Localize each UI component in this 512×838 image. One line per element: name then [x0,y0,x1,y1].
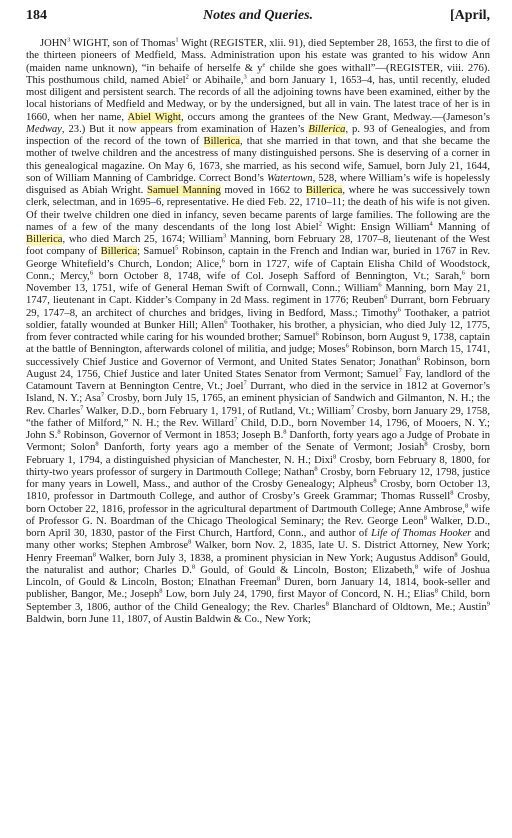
generation-superscript: 6 [89,269,94,277]
text-run: , p. 93 of Genealogies, and from inspection of the record of the town of [26,123,490,147]
generation-superscript: 6 [315,330,319,338]
generation-superscript: 6 [224,318,228,326]
text-run: Low, born July 24, 1790, first Mayor of Concord, N. H.; Elias [162,589,435,601]
generation-superscript: 7 [101,391,105,399]
text-run: , where he was successively town clerk, selectman, and in 1695–6, representative. He died Feb. 22, 1710–11; the death of his wife is not given. Of their twelve children one died in infancy, seven became parents of large families. The following are the names of a few of the many descendants of the long lost Abiel [26,185,490,233]
generation-superscript: 3 [222,232,227,240]
text-run: Blanchard of Oldtown, Me.; Austin [328,601,487,613]
generation-superscript: 3 [243,73,247,81]
text-run: Danforth, forty years ago a Judge of Probate in Vermont; Solon [26,430,490,454]
generation-superscript: 8 [373,477,377,485]
text-run: Life of Thomas Hooker [371,528,472,539]
highlighted-text: Billerica [308,123,346,135]
generation-superscript: 8 [414,563,419,571]
generation-superscript: 8 [332,452,337,460]
highlighted-text: Samuel Manning [147,185,221,196]
generation-superscript: 8 [276,575,281,583]
generation-superscript: 8 [95,440,99,448]
text-run: Durrant, born February 29, 1747–8, an architect of churches and bridges, living in Bedford, Mass.; Timothy [26,295,490,319]
page-number: 184 [26,8,47,23]
text-run: Durrant, who died in the service in 1812 at Governor’s Island, N. Y.; Asa [26,381,490,405]
article-paragraph [26,38,490,626]
generation-superscript: 3 [67,36,71,44]
generation-superscript: e [262,60,266,68]
highlighted-text: Abiel Wight [127,111,181,123]
generation-superscript: 8 [283,428,287,436]
text-run: moved in 1662 to [220,185,306,196]
generation-superscript: 7 [233,416,238,424]
generation-superscript: 8 [159,587,163,595]
text-run: Wight (REGISTER, xlii. 91), died September 28, 1653, the first to die of the thirteen pioneers of Medfield, Mass. Administration upon his estate was granted to his widow Ann (maiden name unknown), “in behaife of herselfe & y [26,38,491,74]
text-run: , occurs among the grantees of the New Grant, Medway.—(Jameson’s [180,111,490,123]
text-run: Crosby, born October 13, 1810, professor in Dartmouth College, and author of Crosby’s Greek Grammar; Thomas Russell [26,479,490,503]
text-run: Crosby, born October 22, 1816, professor in the agricultural department of Dartmouth College; Anne Ambrose, [26,491,491,515]
text-run: Child, D.D., born November 14, 1796, of Mooers, N. Y.; John S. [26,417,490,441]
running-header [26,8,490,30]
text-run: Toothaker, a patriot soldier, fatally wounded at Bunker Hill; Allen [26,307,490,331]
generation-superscript: 8 [92,550,97,558]
text-run: Medway [26,123,62,135]
generation-superscript: 6 [384,293,388,301]
generation-superscript: 8 [314,465,318,473]
generation-superscript: 8 [423,514,427,522]
generation-superscript: 9 [486,599,490,607]
text-run: Toothaker, his brother, a physician, who died July 12, 1775, from fever contracted while caring for his wounded brother; Samuel [26,319,490,343]
text-run: WIGHT, son of Thomas [70,38,176,49]
text-run: Crosby, born July 15, 1765, an eminent physician of Sandwich and Gilmanton, N. H.; the Rev. Charles [26,393,490,417]
text-run: Wight: Ensign William [321,221,430,233]
text-run: Child, born September 3, 1806, author of the Child Genealogy; the Rev. Charles [26,589,490,613]
generation-superscript: 2 [318,220,322,228]
generation-superscript: 7 [398,367,402,375]
generation-superscript: 8 [450,489,454,497]
generation-superscript: 8 [454,550,458,558]
text-run: Walker, born July 3, 1838, a prominent physician in New York; Augustus Addison [96,552,455,564]
text-run: Fay, landlord of the Catamount Tavern at Bennington Centre, Vt.; Joel [26,368,490,392]
generation-superscript: 7 [80,403,84,411]
generation-superscript: 8 [191,563,196,571]
text-run: Robinson, born March 15, 1741, successively Chief Justice and Governor of Vermont, and United States Senator; Jonathan [26,344,490,368]
text-run: JOHN [40,38,68,49]
text-run: and many other works; Stephen Ambrose [26,528,490,552]
text-run: born November 13, 1751, wife of General Heman Swift of Cornwall, Conn.; William [26,270,490,294]
text-run: Robinson, captain in the French and Indian war, buried in 1767 in Rev. George Whitefield’s Church, London; Alice, [26,246,491,270]
text-run: Manning, born February 28, 1707–8, lieutenant of the West foot company of [26,234,490,258]
text-run: Manning of [432,221,491,233]
text-run: Gould, the naturalist and author; Charles D. [26,552,491,576]
text-run: ; Samuel [137,246,176,258]
journal-title: Notes and Queries. [202,8,314,23]
text-run: Danforth, forty years ago a member of the Senate of Vermont; Josiah [98,442,425,454]
text-run: Crosby, born January 29, 1758, “the father of Milford,” N. H.; the Rev. Willard [26,405,490,429]
generation-superscript: 8 [424,440,428,448]
text-run: or Abihaile, [188,74,244,86]
generation-superscript: 5 [175,244,179,252]
text-run: wife of Joshua Lincoln, of Gould & Lincoln, Boston; Elnathan Freeman [26,564,490,588]
generation-superscript: 8 [434,587,438,595]
generation-superscript: 8 [188,538,192,546]
text-run: Baldwin, born June 11, 1807, of Austin Baldwin & Co., New York; [26,613,311,625]
text-run: Robinson, born August 9, 1738, captain at the battle of Bennington, afterwards colonel of militia, and judge; Moses [26,332,491,356]
generation-superscript: 4 [429,220,433,228]
generation-superscript: 1 [175,36,179,44]
text-run: Robinson, born August 24, 1756, Chief Justice and later United States Senator from Vermont; Samuel [26,356,490,380]
generation-superscript: 8 [465,501,469,509]
text-run: Duren, born January 14, 1814, book-seller and publisher, Bangor, Me.; Joseph [26,577,490,601]
text-run: born in 1727, wife of Captain Elisha Child of Woodstock, Conn.; Mercy, [26,258,490,282]
text-run: Crosby, born February 1, 1794, a distinguished physician of Manchester, N. H.; Dixi [26,442,490,466]
text-run: Walker, D.D., born February 1, 1791, of Rutland, Vt.; William [83,405,351,417]
text-run: , 528, where William’s wife is hopelessly disguised as Abiah Wright. [26,172,491,196]
text-run: wife of Professor G. N. Boardman of the Chicago Theological Seminary; the Rev. George Leon [26,503,490,527]
text-run: Walker, D.D., born April 30, 1830, pastor of the First Church, Hartford, Conn., and author of [26,515,490,539]
issue-month: [April, [449,8,490,23]
highlighted-text: Billerica [100,246,138,258]
text-run: Crosby, born February 8, 1800, for thirty-two years professor of surgery in Dartmouth College; Nathan [26,454,490,478]
generation-superscript: 2 [185,73,189,81]
text-run: Watertown [267,172,313,184]
highlighted-text: Billerica [26,234,63,245]
generation-superscript: 8 [325,599,329,607]
text-run: born October 8, 1748, wife of Col. Joseph Safford of Bennington, Vt.; Sarah, [93,270,462,282]
text-run: Manning, born May 21, 1747, lieutenant in Capt. Kidder’s Company in 2d Mass. regiment in 1776; Reuben [26,283,490,307]
text-run: , that she married in that town, and that she became the mother of twelve children and the ancestress of many distinguished persons. She is deserving of a corner in this genealogical magazine. On May 6, 1673, she married, as his second wife, Samuel, born July 21, 1644, son of William Manning of Cambridge. Correct Bond’s [26,136,490,184]
text-run: Walker, born Nov. 2, 1835, late U. S. District Attorney, New York; Henry Freeman [26,540,490,564]
generation-superscript: 6 [397,305,401,313]
generation-superscript: 6 [416,354,421,362]
generation-superscript: 6 [345,342,349,350]
text-run: childe she goes withall”—(REGISTER, viii. 276). This posthumous child, named Abiel [26,62,490,86]
generation-superscript: 7 [243,379,247,387]
generation-superscript: 6 [221,256,225,264]
text-run: Crosby, born February 12, 1798, justice for many years in Lowell, Mass., and author of the Crosby Genealogy; Alpheus [26,466,490,490]
text-run: , 23.) But it now appears from examination of Hazen’s [61,123,309,135]
text-run: Robinson, Governor of Vermont in 1853; Joseph B. [60,430,284,441]
text-run: and born January 1, 1653–4, has, until recently, eluded most diligent and persistent search. The records of all the adjoining towns have been examined, either by the local historians of Medfield and Medway, or by the undersigned, but all in vain. The latest trace of her is in 1660, when her name, [26,74,490,123]
text-run: , who died March 25, 1674; William [62,234,223,245]
generation-superscript: 6 [461,269,465,277]
highlighted-text: Billerica [203,136,240,147]
highlighted-text: Billerica [305,185,343,196]
text-run: Gould, of Gould & Lincoln, Boston; Elizabeth, [195,564,415,576]
generation-superscript: 8 [57,428,61,436]
generation-superscript: 6 [378,281,382,289]
generation-superscript: 7 [351,403,355,411]
